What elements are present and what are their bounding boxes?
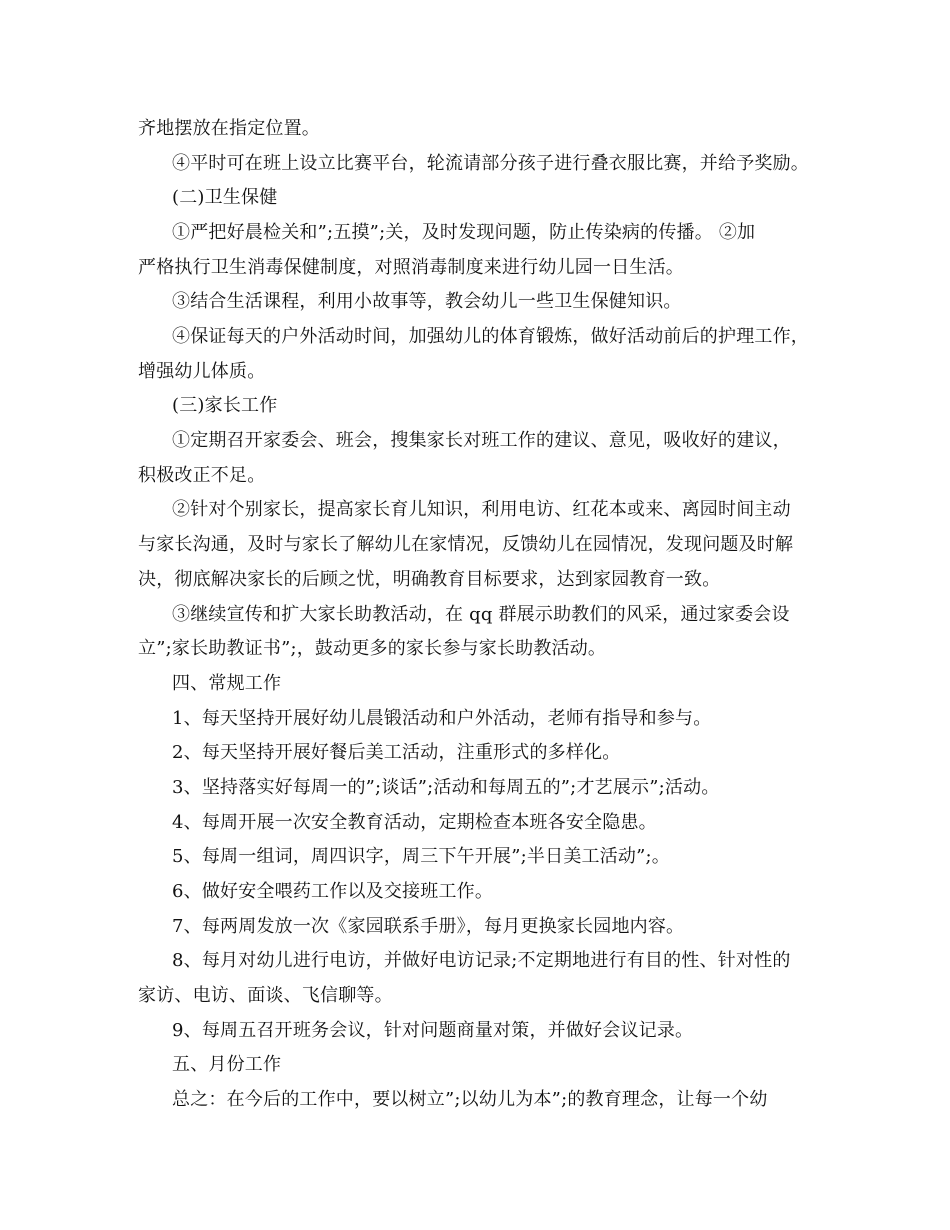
section-heading: (二)卫生保健 bbox=[172, 187, 278, 208]
list-item: 6、做好安全喂药工作以及交接班工作。 bbox=[172, 881, 494, 902]
paragraph-line: 立”;家长助教证书”;，鼓动更多的家长参与家长助教活动。 bbox=[138, 638, 607, 659]
paragraph-line: 严格执行卫生消毒保健制度，对照消毒制度来进行幼儿园一日生活。 bbox=[138, 257, 684, 278]
list-item: 3、坚持落实好每周一的”;谈话”;活动和每周五的”;才艺展示”;活动。 bbox=[172, 777, 720, 798]
paragraph-line: 增强幼儿体质。 bbox=[138, 361, 266, 382]
paragraph-line: 决，彻底解决家长的后顾之忧，明确教育目标要求，达到家园教育一致。 bbox=[138, 569, 721, 590]
paragraph-line: 齐地摆放在指定位置。 bbox=[138, 118, 320, 139]
section-heading: (三)家长工作 bbox=[172, 395, 278, 416]
list-item: 2、每天坚持开展好餐后美工活动，注重形式的多样化。 bbox=[172, 742, 621, 763]
list-item: 5、每周一组词，周四识字，周三下午开展”;半日美工活动”;。 bbox=[172, 846, 670, 867]
list-item: 8、每月对幼儿进行电访，并做好电访记录;不定期地进行有目的性、针对性的 bbox=[172, 950, 791, 971]
list-item: 7、每两周发放一次《家园联系手册》，每月更换家长园地内容。 bbox=[172, 916, 685, 937]
list-item: 9、每周五召开班务会议，针对问题商量对策，并做好会议记录。 bbox=[172, 1020, 694, 1041]
list-item: 1、每天坚持开展好幼儿晨锻活动和户外活动，老师有指导和参与。 bbox=[172, 708, 712, 729]
paragraph-line: 与家长沟通，及时与家长了解幼儿在家情况，反馈幼儿在园情况，发现问题及时解 bbox=[138, 534, 794, 555]
paragraph-line: 积极改正不足。 bbox=[138, 465, 266, 486]
list-item: 4、每周开展一次安全教育活动，定期检查本班各安全隐患。 bbox=[172, 812, 657, 833]
paragraph-line: ④保证每天的户外活动时间，加强幼儿的体育锻炼，做好活动前后的护理工作， bbox=[172, 326, 809, 347]
paragraph-line: 家访、电访、面谈、飞信聊等。 bbox=[138, 985, 393, 1006]
paragraph-line: ①严把好晨检关和”;五摸”;关，及时发现问题，防止传染病的传播。 ②加 bbox=[172, 222, 756, 243]
paragraph-line: ④平时可在班上设立比赛平台，轮流请部分孩子进行叠衣服比赛，并给予奖励。 bbox=[172, 153, 809, 174]
paragraph-line: ①定期召开家委会、班会，搜集家长对班工作的建议、意见，吸收好的建议， bbox=[172, 430, 791, 451]
section-heading: 五、月份工作 bbox=[172, 1054, 282, 1075]
paragraph-line: ③继续宣传和扩大家长助教活动，在 qq 群展示助教们的风采，通过家委会设 bbox=[172, 604, 790, 625]
paragraph-line: ③结合生活课程，利用小故事等，教会幼儿一些卫生保健知识。 bbox=[172, 291, 682, 312]
paragraph-line: ②针对个别家长，提高家长育儿知识，利用电访、红花本或来、离园时间主动 bbox=[172, 499, 791, 520]
paragraph-line: 总之：在今后的工作中，要以树立”;以幼儿为本”;的教育理念，让每一个幼 bbox=[172, 1089, 768, 1110]
section-heading: 四、常规工作 bbox=[172, 673, 282, 694]
